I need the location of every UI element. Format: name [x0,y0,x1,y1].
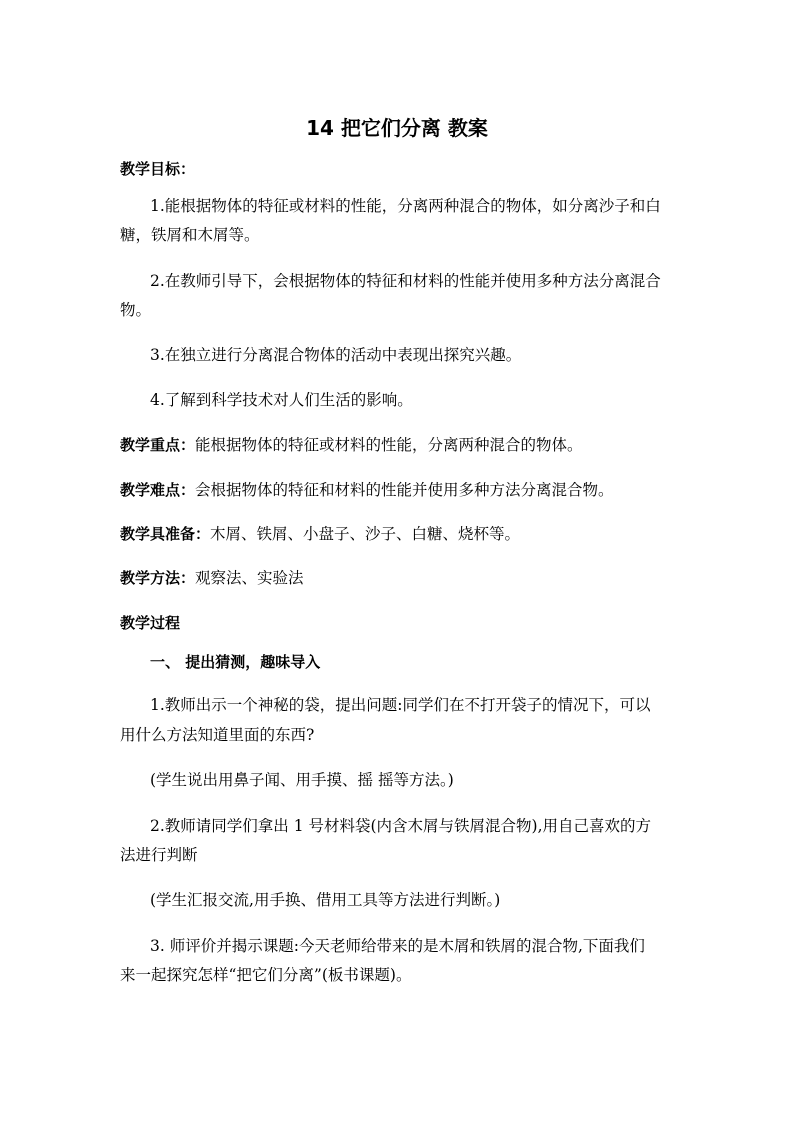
objective-1-line-2: 糖，铁屑和木屑等。 [120,226,260,244]
process-heading: 教学过程 [120,614,181,632]
methods [120,567,680,589]
objective-1-line-1: 1.能根据物体的特征或材料的性能，分离两种混合的物体，如分离沙子和白 [150,197,661,215]
difficulty-label: 教学难点： [120,481,196,499]
step-2-line-1: 2.教师请同学们拿出 1 号材料袋(内含木屑与铁屑混合物),用自己喜欢的方 [150,817,652,835]
materials-label: 教学具准备： [120,525,211,543]
step-2-line-2: 法进行判断 [120,846,198,864]
objective-2-line-2: 物。 [120,301,152,319]
difficulty [120,479,680,501]
step-1-line-2: 用什么方法知道里面的东西? [120,726,315,744]
objective-4: 4.了解到科学技术对人们生活的影响。 [150,391,413,409]
step-3-line-1: 3. 师评价并揭示课题:今天老师给带来的是木屑和铁屑的混合物,下面我们 [150,937,645,955]
objective-2-line-1: 2.在教师引导下，会根据物体的特征和材料的性能并使用多种方法分离混合 [150,272,661,290]
materials [120,523,680,545]
difficulty-text: 会根据物体的特征和材料的性能并使用多种方法分离混合物。 [195,481,614,499]
key-point-label: 教学重点： [120,436,196,454]
objectives-heading: 教学目标： [120,160,196,178]
methods-text: 观察法、实验法 [195,569,304,587]
methods-label: 教学方法： [120,569,196,587]
step-3-line-2: 来一起探究怎样“把它们分离”(板书课题)。 [120,966,412,984]
section-1-heading: 一、 提出猜测，趣味导入 [150,653,321,671]
objective-3: 3.在独立进行分离混合物体的活动中表现出探究兴趣。 [150,346,522,364]
page-title: 14 把它们分离 教案 [306,116,488,140]
key-point-text: 能根据物体的特征或材料的性能，分离两种混合的物体。 [195,436,583,454]
step-2-note: (学生汇报交流,用手换、借用工具等方法进行判断。) [150,891,501,909]
step-1-note: (学生说出用鼻子闻、用手摸、摇 摇等方法。) [150,771,454,789]
materials-text: 木屑、铁屑、小盘子、沙子、白糖、烧杯等。 [210,525,521,543]
step-1-line-1: 1.教师出示一个神秘的袋，提出问题:同学们在不打开袋子的情况下，可以 [150,696,651,714]
key-point [120,434,680,456]
